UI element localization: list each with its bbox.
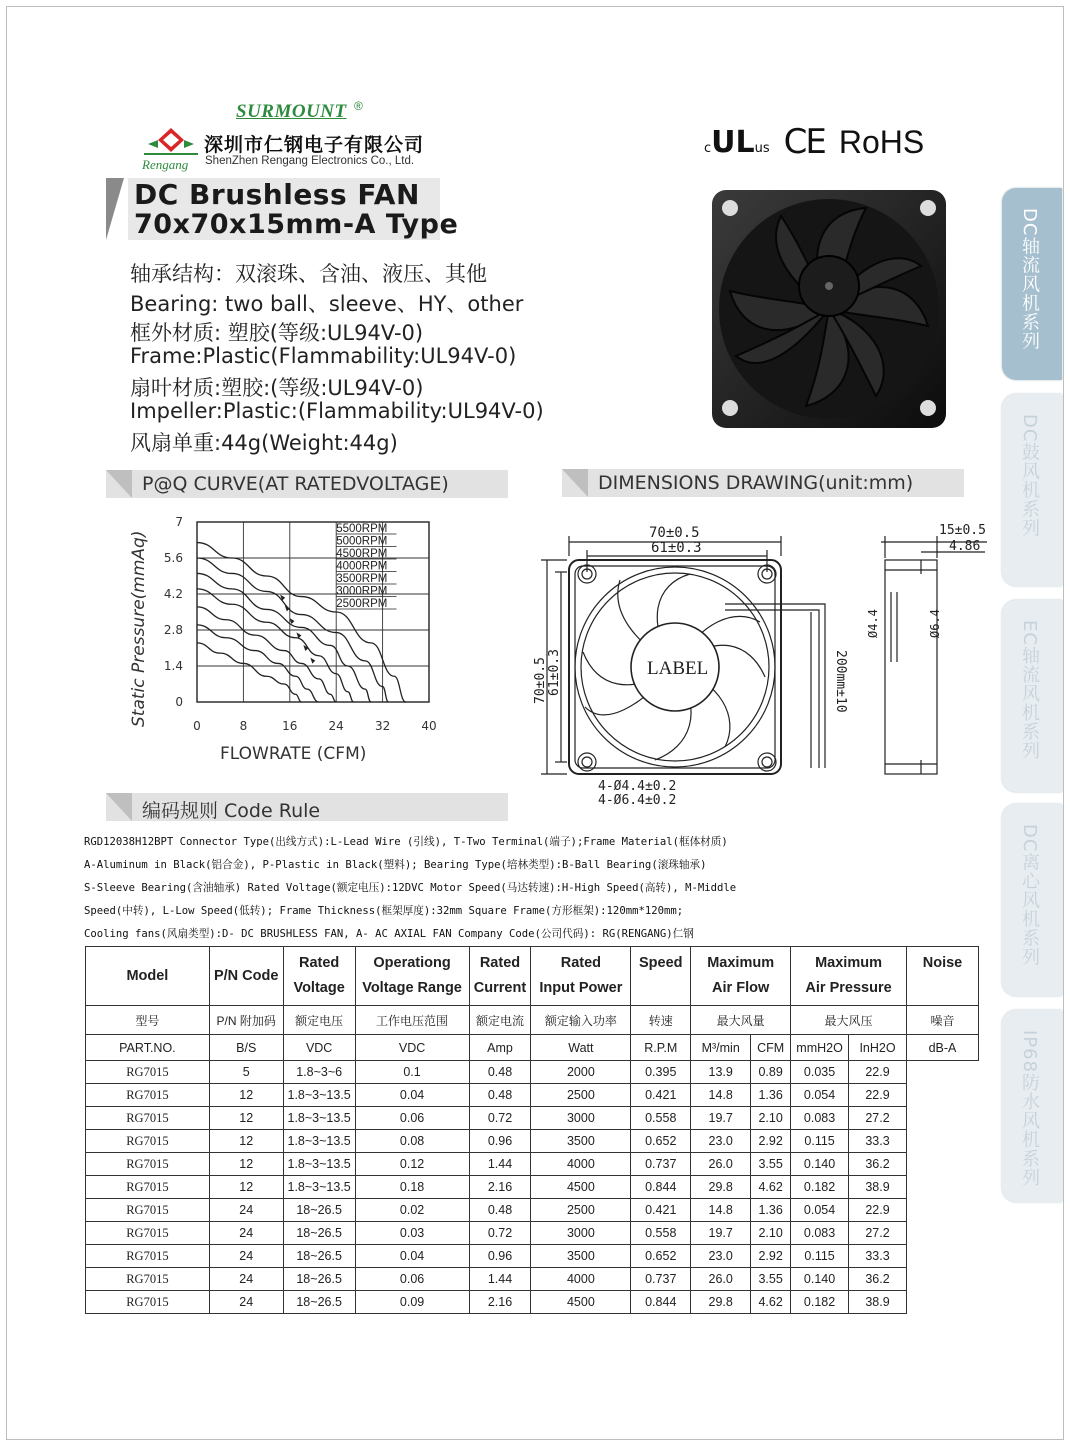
cell-model: RG7015 (86, 1084, 210, 1107)
table-row (86, 1199, 979, 1222)
table-cell: 4000 (531, 1153, 631, 1176)
tab-ip68-waterproof-fan[interactable]: IP68防水风机系列 (1002, 1010, 1062, 1202)
table-cell: 12 (209, 1084, 283, 1107)
table-cell: 0.48 (469, 1061, 531, 1084)
tab-dc-centrifugal-fan[interactable]: DC离心风机系列 (1002, 804, 1062, 996)
cell-model: RG7015 (86, 1107, 210, 1130)
spec-bearing-cn: 轴承结构：双滚珠、含油、液压、其他 (130, 262, 487, 286)
th-pressure: Maximum Air Pressure (791, 947, 907, 1006)
table-cell: 0.652 (631, 1245, 691, 1268)
x-tick-label: 8 (239, 719, 248, 733)
legend-entry: 2500RPM (336, 598, 388, 610)
table-cell: 0.72 (469, 1107, 531, 1130)
unit-pressure-in: InH2O (849, 1035, 907, 1061)
th-cn-current: 额定电流 (469, 1006, 531, 1035)
cell-model: RG7015 (86, 1291, 210, 1314)
table-row (86, 1061, 979, 1084)
table-cell: 26.0 (691, 1153, 751, 1176)
table-cell: 0.421 (631, 1084, 691, 1107)
unit-power: Watt (531, 1035, 631, 1061)
table-cell: 18~26.5 (283, 1199, 355, 1222)
table-cell: 0.395 (631, 1061, 691, 1084)
table-cell: 2500 (531, 1199, 631, 1222)
table-cell: 2.10 (751, 1222, 791, 1245)
product-size: 70x70x15mm-A Type (134, 209, 459, 240)
table-cell: 0.558 (631, 1107, 691, 1130)
th-operating-range: Operationg Voltage Range (355, 947, 469, 1006)
cell-model: RG7015 (86, 1176, 210, 1199)
dim-flange: 4.86 (949, 539, 981, 554)
table-cell: 0.96 (469, 1245, 531, 1268)
legend-entry: 5000RPM (336, 535, 388, 548)
table-cell: 0.844 (631, 1176, 691, 1199)
th-cn-speed: 转速 (631, 1006, 691, 1035)
th-cn-rated-voltage: 额定电压 (283, 1006, 355, 1035)
table-cell: 0.421 (631, 1199, 691, 1222)
table-cell: 27.2 (849, 1222, 907, 1245)
th-rated-voltage: Rated Voltage (283, 947, 355, 1006)
table-cell: 12 (209, 1153, 283, 1176)
unit-pressure-mm: mmH2O (791, 1035, 849, 1061)
table-cell: 1.44 (469, 1268, 531, 1291)
table-cell: 1.8~3~13.5 (283, 1084, 355, 1107)
code-rule-line-4: Speed(中转), L-Low Speed(低转); Frame Thickness(框架厚度):32mm Square Frame(方形框架):120mm*120mm; (84, 905, 684, 917)
cell-model: RG7015 (86, 1245, 210, 1268)
table-cell: 38.9 (849, 1291, 907, 1314)
spec-frame-en: Frame:Plastic(Flammability:UL94V-0) (130, 344, 517, 368)
table-cell: 24 (209, 1268, 283, 1291)
y-tick-label: 0 (175, 695, 183, 709)
table-cell: 26.0 (691, 1268, 751, 1291)
section-dimensions: DIMENSIONS DRAWING(unit:mm) (562, 469, 964, 497)
table-cell: 19.7 (691, 1222, 751, 1245)
dim-width-outer: 70±0.5 (649, 525, 700, 541)
table-cell: 4.62 (751, 1176, 791, 1199)
cell-model: RG7015 (86, 1268, 210, 1291)
spec-table (85, 946, 979, 1314)
table-cell: 0.48 (469, 1084, 531, 1107)
table-cell: 36.2 (849, 1268, 907, 1291)
brand-name: SURMOUNT (236, 101, 347, 122)
dim-holes-small: 4-Ø4.4±0.2 (598, 779, 677, 794)
company-logo-icon (140, 122, 202, 174)
table-cell: 2000 (531, 1061, 631, 1084)
legend-entry: 3000RPM (336, 585, 388, 598)
table-cell: 23.0 (691, 1130, 751, 1153)
table-cell: 0.140 (791, 1153, 849, 1176)
code-rule-line-3: S-Sleeve Bearing(含油轴承) Rated Voltage(额定电压):12DVC Motor Speed(马达转速):H-High Speed(高转), M-Middle (84, 882, 737, 894)
dim-hole-d1: Ø4.4 (866, 609, 880, 638)
y-tick-label: 4.2 (163, 587, 183, 601)
table-row (86, 1084, 979, 1107)
ce-cert-icon: CE (783, 122, 825, 162)
table-cell: 1.8~3~6 (283, 1061, 355, 1084)
tab-ec-axial-fan[interactable]: EC轴流风机系列 (1002, 600, 1062, 792)
table-cell: 2.16 (469, 1291, 531, 1314)
table-cell: 0.96 (469, 1130, 531, 1153)
table-cell: 0.054 (791, 1084, 849, 1107)
unit-airflow-m3: M³/min (691, 1035, 751, 1061)
spec-bearing-en: Bearing: two ball、sleeve、HY、other (130, 292, 524, 316)
table-cell: 0.1 (355, 1061, 469, 1084)
th-cn-pressure: 最大风压 (791, 1006, 907, 1035)
curve-arrow (303, 645, 308, 651)
table-cell: 1.36 (751, 1199, 791, 1222)
unit-part-no: PART.NO. (86, 1035, 210, 1061)
pq-curve-chart (110, 505, 460, 767)
fan-photo (706, 186, 952, 432)
company-name-cn: 深圳市仁钢电子有限公司 (204, 134, 425, 156)
rohs-cert: RoHS (838, 123, 925, 160)
th-cn-noise: 噪音 (906, 1006, 978, 1035)
table-cell: 33.3 (849, 1245, 907, 1268)
table-cell: 0.115 (791, 1130, 849, 1153)
chart-ticks (164, 515, 437, 733)
y-tick-label: 7 (175, 515, 183, 529)
table-cell: 22.9 (849, 1199, 907, 1222)
table-cell: 0.182 (791, 1291, 849, 1314)
y-tick-label: 5.6 (163, 551, 183, 565)
table-cell: 33.3 (849, 1130, 907, 1153)
company-name-en: ShenZhen Rengang Electronics Co., Ltd. (205, 155, 415, 167)
table-row (86, 1268, 979, 1291)
spec-weight: 风扇单重:44g(Weight:44g) (130, 431, 398, 455)
table-row (86, 1222, 979, 1245)
legend-entry: 4500RPM (336, 548, 388, 560)
table-cell: 0.08 (355, 1130, 469, 1153)
table-cell: 3.55 (751, 1268, 791, 1291)
th-speed: Speed (631, 947, 691, 1006)
table-cell: 0.18 (355, 1176, 469, 1199)
unit-voltage-range: VDC (355, 1035, 469, 1061)
table-cell: 1.44 (469, 1153, 531, 1176)
table-cell: 24 (209, 1291, 283, 1314)
chart-legend (336, 523, 396, 610)
table-cell: 18~26.5 (283, 1291, 355, 1314)
chart-y-label: Static Pressure(mmAq) (129, 530, 149, 727)
table-header-row (86, 947, 979, 1006)
dim-holes-large: 4-Ø6.4±0.2 (598, 793, 677, 808)
th-cn-airflow: 最大风量 (691, 1006, 791, 1035)
table-cell: 0.04 (355, 1245, 469, 1268)
th-cn-operating: 工作电压范围 (355, 1006, 469, 1035)
table-cell: 0.140 (791, 1268, 849, 1291)
table-cell: 2.16 (469, 1176, 531, 1199)
dim-width-inner: 61±0.3 (651, 540, 702, 556)
pn-code-cell: B/S (209, 1035, 283, 1061)
table-cell: 0.06 (355, 1268, 469, 1291)
table-cell: 1.8~3~13.5 (283, 1176, 355, 1199)
table-cell: 18~26.5 (283, 1268, 355, 1291)
code-rule-line-1: RGD12038H12BPT Connector Type(出线方式):L-Lead Wire (引线), T-Two Terminal(端子);Frame Material(框体材质) (84, 836, 728, 848)
spec-impeller-en: Impeller:Plastic:(Flammability:UL94V-0) (130, 399, 544, 423)
table-cell: 24 (209, 1245, 283, 1268)
table-cell: 2.92 (751, 1130, 791, 1153)
certifications (704, 118, 924, 166)
code-rule-line-5: Cooling fans(风扇类型):D- DC BRUSHLESS FAN, A- AC AXIAL FAN Company Code(公司代码): RG(RENGANG)仁钢 (84, 928, 694, 940)
table-row (86, 1107, 979, 1130)
table-cell: 1.8~3~13.5 (283, 1107, 355, 1130)
chart-x-label: FLOWRATE (CFM) (220, 744, 367, 764)
table-cell: 3500 (531, 1245, 631, 1268)
x-tick-label: 0 (193, 719, 201, 733)
table-cell: 18~26.5 (283, 1245, 355, 1268)
code-rule-line-2: A-Aluminum in Black(铝合金), P-Plastic in Black(塑料); Bearing Type(培林类型):B-Ball Bearing(滚珠轴承) (84, 859, 707, 871)
table-cell: 0.72 (469, 1222, 531, 1245)
table-row (86, 1153, 979, 1176)
table-cell: 22.9 (849, 1061, 907, 1084)
table-cell: 38.9 (849, 1176, 907, 1199)
table-cell: 0.115 (791, 1245, 849, 1268)
unit-voltage: VDC (283, 1035, 355, 1061)
table-cell: 2500 (531, 1084, 631, 1107)
table-cell: 4000 (531, 1268, 631, 1291)
table-cell: 0.06 (355, 1107, 469, 1130)
table-cell: 0.02 (355, 1199, 469, 1222)
th-pn: P/N Code (209, 947, 283, 1006)
section-pq-curve: P@Q CURVE(AT RATEDVOLTAGE) (106, 470, 508, 498)
table-cell: 0.04 (355, 1084, 469, 1107)
table-cell: 0.03 (355, 1222, 469, 1245)
legend-entry: 4000RPM (336, 560, 388, 573)
x-tick-label: 24 (328, 719, 344, 733)
table-cell: 0.182 (791, 1176, 849, 1199)
th-cn-model: 型号 (86, 1006, 210, 1035)
legend-entry: 5500RPM (336, 523, 388, 535)
cell-model: RG7015 (86, 1061, 210, 1084)
table-cell: 4500 (531, 1176, 631, 1199)
table-cell: 29.8 (691, 1291, 751, 1314)
table-cell: 2.10 (751, 1107, 791, 1130)
table-row (86, 1291, 979, 1314)
y-tick-label: 1.4 (163, 659, 183, 673)
table-cell: 19.7 (691, 1107, 751, 1130)
th-model: Model (86, 947, 210, 1006)
table-cell: 12 (209, 1130, 283, 1153)
table-cell: 0.09 (355, 1291, 469, 1314)
table-cell: 24 (209, 1222, 283, 1245)
ul-cert-icon: cULus (704, 124, 770, 160)
cell-model: RG7015 (86, 1222, 210, 1245)
table-cell: 22.9 (849, 1084, 907, 1107)
th-cn-pn: P/N 附加码 (209, 1006, 283, 1035)
table-row (86, 1176, 979, 1199)
cell-model: RG7015 (86, 1153, 210, 1176)
unit-airflow-cfm: CFM (751, 1035, 791, 1061)
table-cell: 14.8 (691, 1084, 751, 1107)
table-cell: 4.62 (751, 1291, 791, 1314)
table-row (86, 1245, 979, 1268)
table-cell: 0.083 (791, 1222, 849, 1245)
table-cell: 0.737 (631, 1153, 691, 1176)
table-cell: 0.48 (469, 1199, 531, 1222)
table-row (86, 1130, 979, 1153)
th-airflow: Maximum Air Flow (691, 947, 791, 1006)
tab-dc-axial-fan[interactable]: DC轴流风机系列 (1002, 188, 1062, 380)
table-cell: 27.2 (849, 1107, 907, 1130)
legend-entry: 3500RPM (336, 573, 388, 585)
table-cell: 0.035 (791, 1061, 849, 1084)
table-cell: 23.0 (691, 1245, 751, 1268)
table-cell: 4500 (531, 1291, 631, 1314)
table-cell: 3000 (531, 1222, 631, 1245)
curve-arrow (310, 658, 315, 664)
table-units-row (86, 1035, 979, 1061)
table-cell: 0.844 (631, 1291, 691, 1314)
th-rated-current: Rated Current (469, 947, 531, 1006)
dim-height-outer: 70±0.5 (533, 657, 548, 704)
unit-current: Amp (469, 1035, 531, 1061)
brand-registered-mark: ® (354, 99, 363, 113)
table-cell: 14.8 (691, 1199, 751, 1222)
unit-noise: dB-A (906, 1035, 978, 1061)
series-line-2500rpm (197, 643, 301, 702)
x-tick-label: 40 (421, 719, 437, 733)
table-cell: 3.55 (751, 1153, 791, 1176)
dim-hole-d2: Ø6.4 (928, 609, 942, 638)
unit-speed: R.P.M (631, 1035, 691, 1061)
th-cn-input: 额定输入功率 (531, 1006, 631, 1035)
table-cell: 3000 (531, 1107, 631, 1130)
table-cell: 0.89 (751, 1061, 791, 1084)
section-code-rule: 编码规则 Code Rule (106, 793, 508, 821)
x-tick-label: 32 (374, 719, 391, 733)
table-cell: 13.9 (691, 1061, 751, 1084)
table-cell: 0.083 (791, 1107, 849, 1130)
table-cell: 0.558 (631, 1222, 691, 1245)
table-cell: 2.92 (751, 1245, 791, 1268)
table-cell: 3500 (531, 1130, 631, 1153)
logo-text: Rengang (142, 157, 189, 172)
dim-height-inner: 61±0.3 (547, 649, 562, 696)
title-accent (106, 178, 124, 240)
y-tick-label: 2.8 (163, 623, 183, 637)
dim-wire-length: 200mm±10 (833, 650, 848, 713)
tab-dc-blower[interactable]: DC鼓风机系列 (1002, 394, 1062, 586)
table-cell: 12 (209, 1176, 283, 1199)
table-cell: 5 (209, 1061, 283, 1084)
product-title: DC Brushless FAN (134, 178, 420, 211)
dim-thickness: 15±0.5 (939, 523, 986, 538)
table-cell: 0.12 (355, 1153, 469, 1176)
th-rated-input: Rated Input Power (531, 947, 631, 1006)
table-cell: 12 (209, 1107, 283, 1130)
table-cell: 24 (209, 1199, 283, 1222)
table-cell: 1.8~3~13.5 (283, 1130, 355, 1153)
table-cell: 0.652 (631, 1130, 691, 1153)
table-header-cn-row (86, 1006, 979, 1035)
cell-model: RG7015 (86, 1130, 210, 1153)
table-cell: 1.36 (751, 1084, 791, 1107)
table-cell: 1.8~3~13.5 (283, 1153, 355, 1176)
table-cell: 0.054 (791, 1199, 849, 1222)
cell-model: RG7015 (86, 1199, 210, 1222)
table-cell: 18~26.5 (283, 1222, 355, 1245)
table-cell: 36.2 (849, 1153, 907, 1176)
th-noise: Noise (906, 947, 978, 1006)
spec-impeller-cn: 扇叶材质:塑胶:(等级:UL94V-0) (130, 376, 424, 400)
dimensions-drawing (525, 512, 995, 812)
table-cell: 29.8 (691, 1176, 751, 1199)
spec-frame-cn: 框外材质: 塑胶(等级:UL94V-0) (130, 321, 424, 345)
fan-label: LABEL (647, 658, 709, 679)
x-tick-label: 16 (282, 719, 298, 733)
table-cell: 0.737 (631, 1268, 691, 1291)
